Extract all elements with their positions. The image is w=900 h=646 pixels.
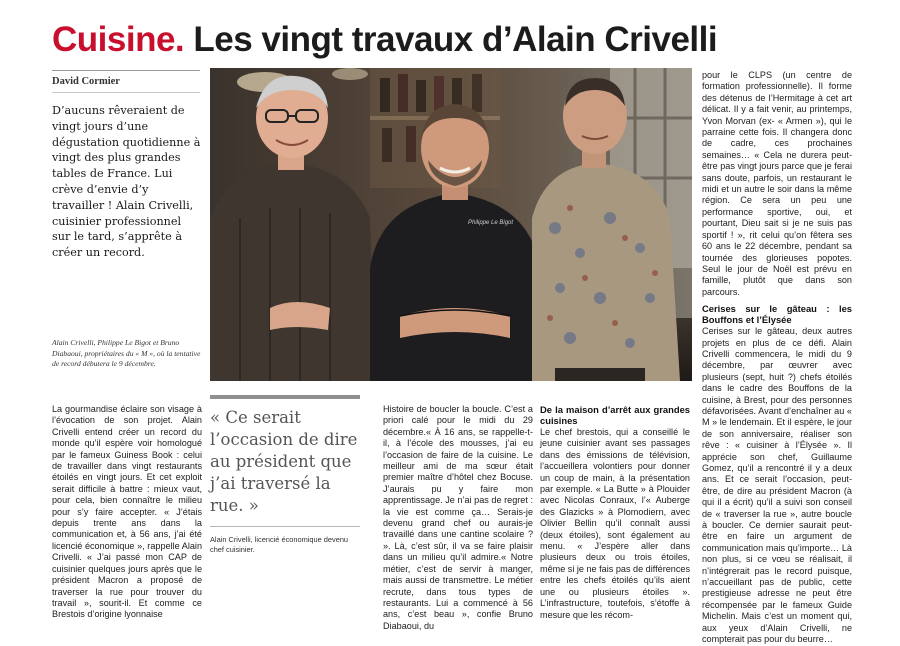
photo-caption: Alain Crivelli, Philippe Le Bigot et Bruno Diabaoui, propriétaires du « M », où la tentative de record débutera le 9 décembre.: [52, 338, 201, 368]
column-1-text: La gourmandise éclaire son visage à l’évocation de son projet. Alain Crivelli entend créer un record du monde qu’il espère voir homologué par le fameux Guiness Book : celui de travailler dans vingt restaurants étoilés en vingt jours. Et cet exploit serait difficile à battre : mieux vaut, pour cela, bien connaître le milieu pour s’y faire accepter. « J’étais depuis trente ans dans la communication et, à 56 ans, j’ai été licencié économique », rappelle Alain Crivelli. « J’ai passé mon CAP de cuisinier quelques jours après que le président Macron a proposé de traverser la rue pour trouver du travail », sourit-il. Et comme ce Brestois d’origine lyonnaise: [52, 404, 202, 620]
column-5-text-b: Cerises sur le gâteau, deux autres projets en plus de ce défi. Alain Crivelli commencera, le midi du 9 décembre, par œuvrer avec plusieurs (sept, huit ?) chefs étoilés dans le cadre des Bouffons de la cuisine, à Brest, pour des personnes défavorisées. Avant d’enchaîner au « M » le lendemain. Et il espère, le jour de son anniversaire, réaliser son rêve : « cuisiner à l’Élysée ». Il apprécie son chef, Guillaume Gomez, qu’il a rencontré il y a deux ans. Et ce serait l’occasion, peut-être, de dire au président Macron (à qui il a écrit) qu’il a suivi son conseil de « traverser la rue », autre boucle à boucler. Ce dernier saurait peut-être en faire un argument de communication mais qu’importe… Là non plus, si ce vœu se réalisait, il n’intégrerait pas le record puisque, n’accueillant pas de public, cette prestigieuse adresse ne peut être récompensée par le fameux Guide Michelin. Mais c’est un moment qui, aux yeux d’Alain Crivelli, ne compterait pas pour du beurre…: [702, 326, 852, 645]
byline-bottom-rule: [52, 92, 200, 93]
article-photo: [210, 68, 692, 381]
pullquote-top-rule: [210, 395, 360, 399]
article-column-3: [383, 404, 533, 631]
section-heading-elysee: Cerises sur le gâteau : les Bouffons et l’Élysée: [702, 303, 852, 326]
apron-embroidery: Philippe Le Bigot: [468, 220, 514, 226]
byline-top-rule: [52, 70, 200, 71]
article-column-5: [702, 70, 852, 645]
column-5-text-a: pour le CLPS (un centre de formation professionnelle). Il forme des détenus de l’Hermitage à cet art délicat. Il y a fait venir, au printemps, Yvon Morvan (ex- « Armen »), qui le parraine cette fois. Il changera donc de cadre, ces prochaines semaines… « Cela ne durera peut-être pas vingt jours parce que je ferai sans doute, parfois, un restaurant le midi et un autre le soir dans la même région. Ce sera un peu une performance sportive, oui, et pourtant, Dieu sait si je ne suis pas sportif ! », rit celui qu’on fêtera ses 60 ans le 22 décembre, pendant sa tournée des glorieuses popotes. Seul le jour de Noël est prévu en famille, plutôt que dans son parcours.: [702, 70, 852, 297]
headline-title: Les vingt travaux d’Alain Crivelli: [193, 20, 718, 59]
pullquote-bottom-rule: [210, 526, 360, 527]
photo-illustration: [210, 68, 692, 381]
pullquote: « Ce serait l’occasion de dire au président que j’ai traversé la rue. »: [210, 408, 358, 515]
article-column-4: [540, 404, 690, 620]
column-4-text: Le chef brestois, qui a conseillé le jeune cuisinier avant ses passages dans des émissions de télévision, l’accueillera volontiers pour donner un coup de main, à la présentation par exemple. « La Butte » à Plouider avec Nicolas Conraux, l’« Auberge des Glazicks » à Plomodiern, avec Olivier Bellin qu’il connaît aussi (deux étoiles), sont également au menu. « J’espère aller dans plusieurs deux ou trois étoiles, même si je ne fais pas de différences entre les chefs étoilés qu’ils aient une ou plusieurs étoiles ». L’infrastructure, toutefois, s’étoffe à mesure que les récom-: [540, 427, 690, 620]
section-heading-prison: De la maison d’arrêt aux grandes cuisines: [540, 404, 690, 426]
article-column-1: [52, 404, 202, 620]
headline: [52, 18, 852, 62]
pullquote-credit: Alain Crivelli, licencié économique devenu chef cuisinier.: [210, 535, 349, 554]
headline-kicker: Cuisine.: [52, 20, 185, 59]
column-3-text: Histoire de boucler la boucle. C’est a priori calé pour le midi du 29 décembre.« À 16 ans, se rappelle-t-il, à l’école des mousses, j’ai eu l’occasion de faire de la cuisine. Le meilleur ami de ma sœur était premier maître d’hôtel chez Bocuse. J’aurais pu y faire mon apprentissage. Je n’ai pas de regret : la vie est comme ça… Serais-je devenu grand chef ou aurais-je travaillé dans une cantine scolaire ? ». Là, c’est sûr, il va se faire plaisir dans un milieu qu’il admire.« Notre métier, c’est de servir à manger, mais aussi de transmettre. Le métier recrute, dans tous types de restaurants. Lui a commencé à 56 ans, c’est beau », confie Bruno Diabaoui, du: [383, 404, 533, 631]
byline: David Cormier: [52, 76, 120, 87]
article-lead: D’aucuns rêveraient de vingt jours d’une dégustation quotidienne à vingt des plus grandes tables de France. Lui crève d’envie d’y travailler ! Alain Crivelli, cuisinier professionnel sur le tard, s’apprête à créer un record.: [52, 104, 201, 260]
